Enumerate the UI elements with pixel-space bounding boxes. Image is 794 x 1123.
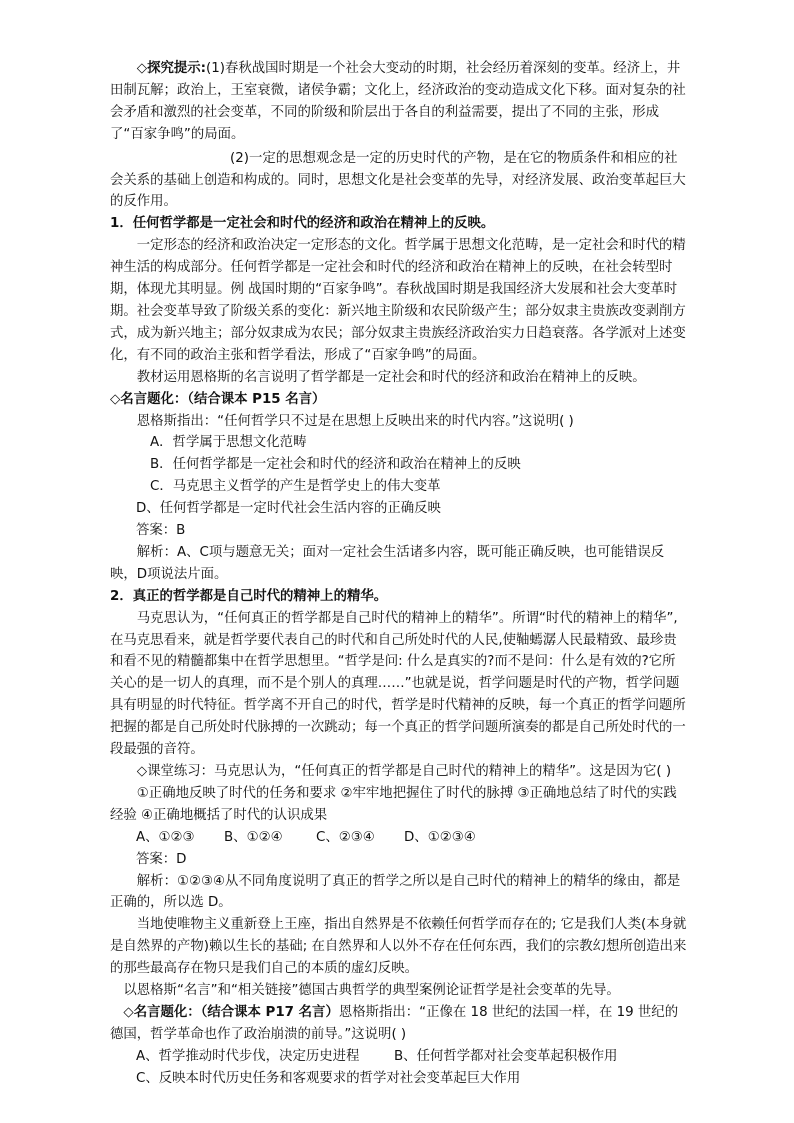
link-paragraph: 以恩格斯“名言”和“相关链接”德国古典哲学的典型案例论证哲学是社会变革的先导。 <box>123 983 620 999</box>
q2-analysis: 解析：①②③④从不同角度说明了真正的哲学之所以是自己时代的精神上的精华的缘由，都是正确的，所以选 D。 <box>110 873 681 911</box>
q1-analysis: 解析：A、C项与题意无关；面对一定社会生活诸多内容，既可能正确反映，也可能错误反映，D项说法片面。 <box>110 544 665 582</box>
document-page <box>110 58 688 1090</box>
q3-heading: ◇名言题化：（结合课本 P17 名言） <box>123 1004 339 1020</box>
q2-option-a: A、①②③ <box>136 829 195 845</box>
tansuo-text-1: (1)春秋战国时期是一个社会大变动的时期，社会经历着深刻的变革。经济上，井田制瓦解；政治上，王室衰微，诸侯争霸；文化上，经济政治的变动造成文化下移。面对复杂的社会矛盾和激烈的社会变革，不同的阶级和阶层出于各自的利益需要，提出了不同的主张，形成了“百家争鸣”的局面。 <box>110 61 686 142</box>
q2-options <box>110 827 688 849</box>
q2-stem: ◇课堂练习：马克思认为，“任何真正的哲学都是自己时代的精神上的精华”。这是因为它( ) <box>136 764 672 779</box>
q1-option-b: B．任何哲学都是一定社会和时代的经济和政治在精神上的反映 <box>150 457 521 473</box>
q1-stem: 恩格斯指出：“任何哲学只不过是在思想上反映出来的时代内容。”这说明( ) <box>136 413 574 429</box>
section-1-heading: 1．任何哲学都是一定社会和时代的经济和政治在精神上的反映。 <box>110 216 495 232</box>
q2-answer: 答案：D <box>136 851 187 867</box>
q3-option-c: C、反映本时代历史任务和客观要求的哲学对社会变革起巨大作用 <box>136 1070 521 1086</box>
q2-option-d: D、①②③④ <box>404 829 476 845</box>
q1-answer: 答案：B <box>136 523 186 539</box>
q3-option-a: A、哲学推动时代步伐，决定历史进程 <box>136 1048 360 1064</box>
section-2-heading: 2．真正的哲学都是自己时代的精神上的精华。 <box>110 588 388 604</box>
q2-option-b: B、①②④ <box>224 829 283 845</box>
tansuo-paragraph-1 <box>110 58 688 146</box>
quote-paragraph: 当地使唯物主义重新登上王座，指出自然界是不依赖任何哲学而存在的; 它是我们人类(本身就是自然界的产物)赖以生长的基础; 在自然界和人以外不存在任何东西，我们的宗教幻想所创造出来的那些最高存在物只是我们自己的本质的虚幻反映。 <box>110 917 687 977</box>
q2-choices: ①正确地反映了时代的任务和要求 ②牢牢地把握住了时代的脉搏 ③正确地总结了时代的实践经验 ④正确地概括了时代的认识成果 <box>110 785 677 823</box>
q2-option-c: C、②③④ <box>316 829 375 845</box>
section-2-paragraph-1: 马克思认为，“任何真正的哲学都是自己时代的精神上的精华”。所谓“时代的精神上的精华”,在马克思看来，就是哲学要代表自己的时代和自己所处时代的人民,使䩜䗡潺人民最精致、最珍贵和看不见的精髓都集中在哲学思想里。“哲学是问: 什么是真实的?而不是问：什么是有效的?它所关心的是一切人的真理，而不是个别人的真理……”也就是说，哲学问题是时代的产物，哲学问题具有明显的时代特征。哲学离不开自己的时代，哲学是时代精神的反映，每一个真正的哲学问题所把握的都是自己所处时代脉搏的一次跳动；每一个真正的哲学问题所演奏的都是自己所处时代的一段最强的音符。 <box>110 610 686 758</box>
q1-option-d: D、任何哲学都是一定时代社会生活内容的正确反映 <box>136 501 441 517</box>
section-1-paragraph-1: 一定形态的经济和政治决定一定形态的文化。哲学属于思想文化范畴，是一定社会和时代的精神生活的构成部分。任何哲学都是一定社会和时代的经济和政治在精神上的反映，在社会转型时期，体现尤其明显。例 战国时期的“百家争鸣”。春秋战国时期是我国经济大发展和社会大变革时期。社会变革导致了阶级关系的变化：新兴地主阶级和农民阶级产生；部分奴隶主贵族改变剥削方式，成为新兴地主；部分奴隶成为农民；部分奴隶主贵族经济政治实力日趋衰落。各学派对上述变化，有不同的政治主张和哲学看法，形成了“百家争鸣”的局面。 <box>110 238 686 363</box>
q1-option-a: A．哲学属于思想文化范畴 <box>150 435 307 451</box>
q1-option-c: C．马克思主义哲学的产生是哲学史上的伟大变革 <box>150 479 441 495</box>
q3-heading-line <box>110 1002 688 1046</box>
q3-option-b: B、任何哲学都对社会变革起积极作用 <box>394 1048 618 1064</box>
q3-stem: 恩格斯指出：“正像在 18 世纪的法国一样，在 19 世纪的德国，哲学革命也作了政治崩溃的前导。”这说明( ) <box>110 1004 679 1042</box>
q1-heading: ◇名言题化：（结合课本 P15 名言） <box>110 391 326 407</box>
section-1-paragraph-2: 教材运用恩格斯的名言说明了哲学都是一定社会和时代的经济和政治在精神上的反映。 <box>136 369 646 385</box>
tansuo-lead: ◇探究提示: <box>136 61 207 76</box>
tansuo-paragraph-2: (2)一定的思想观念是一定的历史时代的产物，是在它的物质条件和相应的社会关系的基础上创造和构成的。同时，思想文化是社会变革的先导，对经济发展、政治变革起巨大的反作用。 <box>110 150 686 210</box>
q3-options-ab <box>110 1046 688 1068</box>
